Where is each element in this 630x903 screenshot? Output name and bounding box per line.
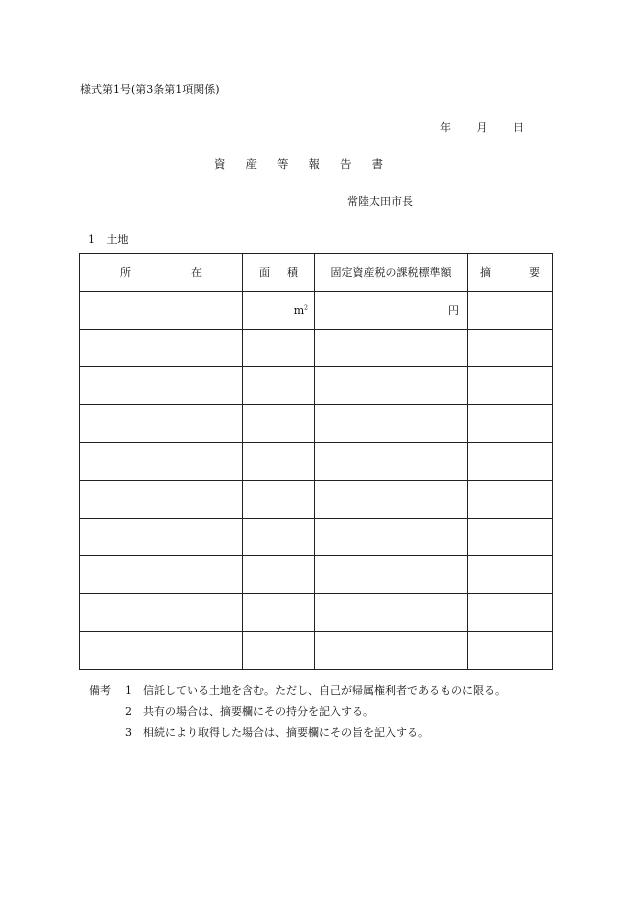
area-cell[interactable] — [243, 631, 315, 669]
area-cell[interactable] — [243, 329, 315, 367]
note-item — [89, 722, 506, 743]
valuation-cell[interactable] — [315, 480, 468, 518]
section-heading — [88, 231, 129, 247]
document-title: 資産等報告書 — [214, 157, 403, 171]
location-cell[interactable] — [80, 329, 243, 367]
table-row — [80, 518, 553, 556]
note-item — [89, 701, 506, 722]
table-row — [80, 631, 553, 669]
section-label: 土地 — [106, 233, 129, 246]
table-row — [80, 556, 553, 594]
header-remarks — [468, 254, 553, 292]
valuation-cell[interactable] — [315, 291, 468, 329]
header-remarks-b: 要 — [529, 266, 540, 280]
table-row — [80, 480, 553, 518]
header-valuation: 固定資産税の課税標準額 — [315, 254, 468, 292]
valuation-cell[interactable] — [315, 405, 468, 443]
yen-unit: 円 — [448, 304, 459, 318]
header-area — [243, 254, 315, 292]
table-row — [80, 367, 553, 405]
date-line — [440, 119, 524, 135]
location-cell[interactable] — [80, 291, 243, 329]
valuation-cell[interactable] — [315, 518, 468, 556]
note-text: 共有の場合は、摘要欄にその持分を記入する。 — [143, 705, 374, 718]
location-cell[interactable] — [80, 442, 243, 480]
area-cell[interactable] — [243, 367, 315, 405]
header-location-a: 所 — [120, 266, 131, 280]
area-cell[interactable] — [243, 480, 315, 518]
area-cell[interactable] — [243, 442, 315, 480]
remarks-cell[interactable] — [468, 556, 553, 594]
remarks-cell[interactable] — [468, 631, 553, 669]
location-cell[interactable] — [80, 480, 243, 518]
remarks-cell[interactable] — [468, 518, 553, 556]
area-cell[interactable] — [243, 594, 315, 632]
notes-lead: 備考 — [89, 684, 111, 697]
header-location-b: 在 — [191, 266, 202, 280]
remarks-cell[interactable] — [468, 405, 553, 443]
addressee: 常陸太田市長 — [347, 195, 413, 208]
day-label: 日 — [513, 121, 524, 134]
section-number: 1 — [88, 233, 95, 246]
header-location — [80, 254, 243, 292]
remarks-cell[interactable] — [468, 480, 553, 518]
table-row — [80, 329, 553, 367]
remarks-cell[interactable] — [468, 291, 553, 329]
location-cell[interactable] — [80, 367, 243, 405]
month-label: 月 — [476, 121, 488, 134]
table-row — [80, 442, 553, 480]
note-text: 相続により取得した場合は、摘要欄にその旨を記入する。 — [143, 726, 429, 739]
note-number: 2 — [125, 705, 132, 718]
area-cell[interactable] — [243, 405, 315, 443]
valuation-cell[interactable] — [315, 594, 468, 632]
header-area-b: 積 — [287, 266, 298, 280]
note-item — [89, 680, 506, 701]
form-number: 様式第1号(第3条第1項関係) — [80, 83, 220, 96]
location-cell[interactable] — [80, 594, 243, 632]
location-cell[interactable] — [80, 518, 243, 556]
note-text: 信託している土地を含む。ただし、自己が帰属権利者であるものに限る。 — [143, 684, 506, 697]
header-remarks-a: 摘 — [480, 266, 491, 280]
location-cell[interactable] — [80, 631, 243, 669]
note-number: 1 — [125, 684, 132, 697]
area-unit: $m^2$ — [293, 303, 308, 317]
table-row — [80, 291, 553, 329]
notes — [89, 680, 506, 743]
table-row — [80, 594, 553, 632]
area-cell[interactable] — [243, 556, 315, 594]
valuation-cell[interactable] — [315, 556, 468, 594]
remarks-cell[interactable] — [468, 594, 553, 632]
area-cell[interactable] — [243, 518, 315, 556]
remarks-cell[interactable] — [468, 329, 553, 367]
table-row — [80, 405, 553, 443]
area-cell[interactable] — [243, 291, 315, 329]
remarks-cell[interactable] — [468, 442, 553, 480]
valuation-cell[interactable] — [315, 367, 468, 405]
location-cell[interactable] — [80, 405, 243, 443]
location-cell[interactable] — [80, 556, 243, 594]
valuation-cell[interactable] — [315, 329, 468, 367]
remarks-cell[interactable] — [468, 367, 553, 405]
valuation-cell[interactable] — [315, 631, 468, 669]
valuation-cell[interactable] — [315, 442, 468, 480]
header-area-a: 面 — [259, 266, 270, 280]
land-table — [79, 253, 553, 670]
table-header-row — [80, 254, 553, 292]
note-number: 3 — [125, 726, 132, 739]
year-label: 年 — [440, 121, 451, 134]
